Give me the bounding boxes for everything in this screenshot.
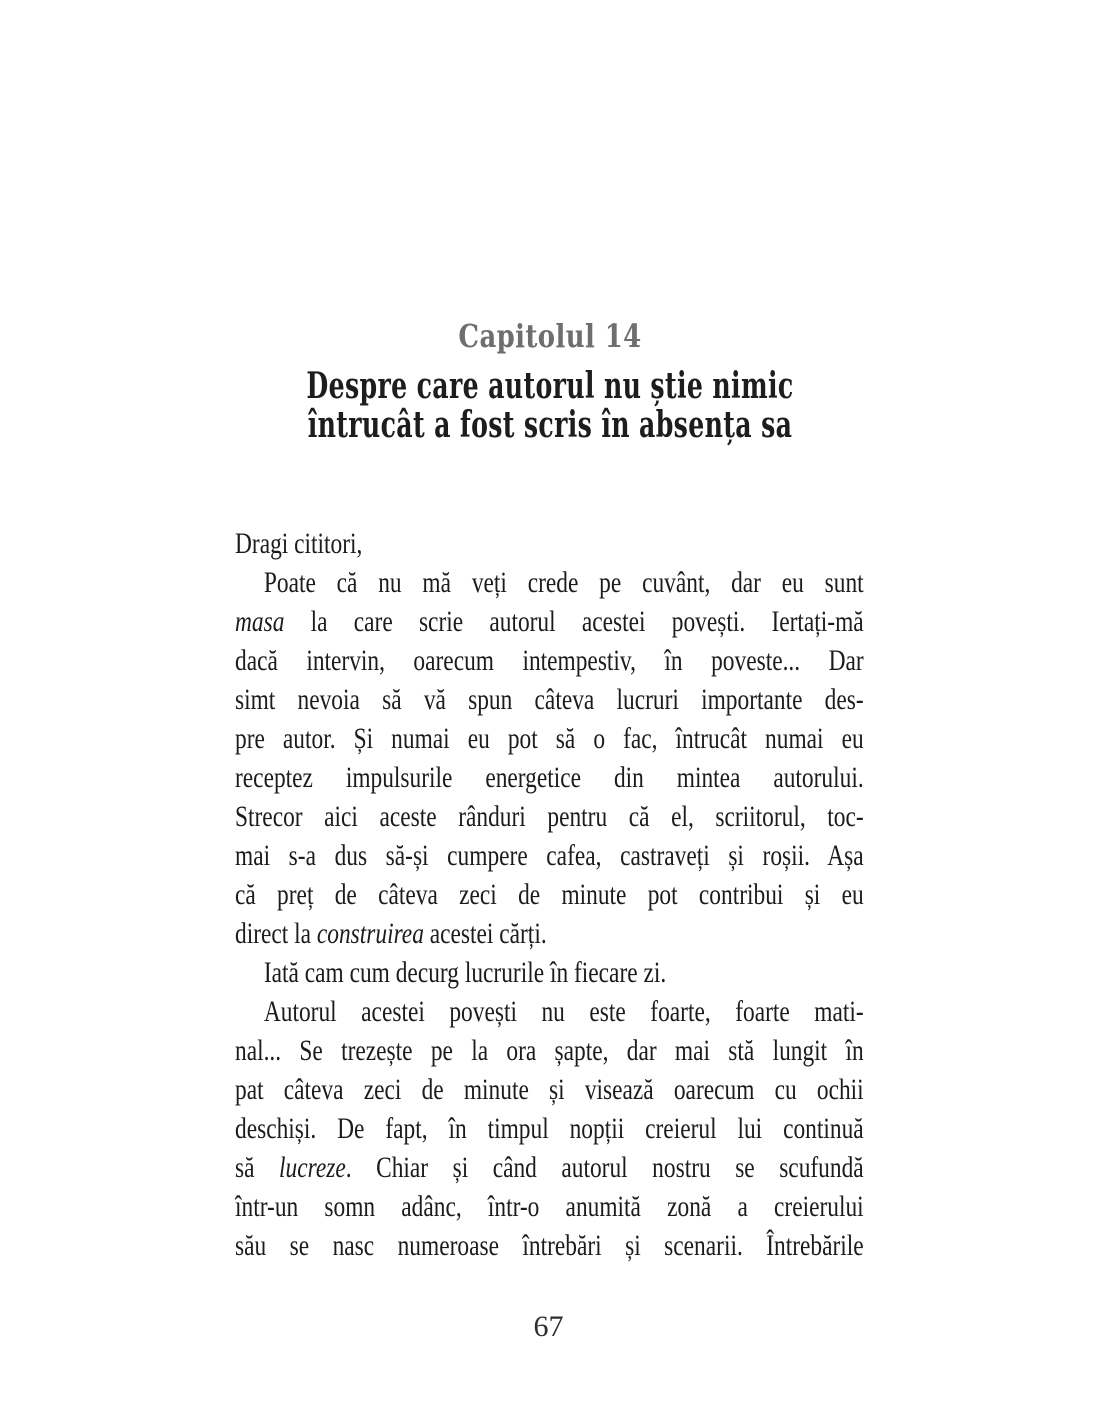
text-line: că preț de câteva zeci de minute pot contribui și eu [235, 878, 864, 911]
text-line: său se nasc numeroase întrebări și scenarii. Întrebările [235, 1229, 864, 1262]
text-line: nal... Se trezește pe la ora șapte, dar mai stă lungit în [235, 1034, 864, 1067]
text-line: pat câteva zeci de minute și visează oarecum cu ochii [235, 1073, 864, 1106]
text-line: deschiși. De fapt, în timpul nopții creierul lui continuă [235, 1112, 864, 1145]
text-line: Iată cam cum decurg lucrurile în fiecare zi. [263, 956, 667, 989]
text-line: într-un somn adânc, într-o anumită zonă a creierului [235, 1190, 864, 1223]
text-line: Dragi cititori, [235, 527, 363, 560]
page-number: 67 [533, 1310, 564, 1343]
chapter-title-line1: Despre care autorul nu știe nimic [306, 365, 794, 407]
text-line: receptez impulsurile energetice din mintea autorului. [235, 761, 864, 794]
text-line: direct la construirea acestei cărți. [235, 917, 547, 950]
text-line: dacă intervin, oarecum intempestiv, în poveste... Dar [235, 644, 864, 677]
text-line: Strecor aici aceste rânduri pentru că el, scriitorul, toc- [235, 800, 864, 833]
text-line: simt nevoia să vă spun câteva lucruri importante des- [235, 683, 864, 716]
text-line: mai s-a dus să-și cumpere cafea, castraveți și roșii. Așa [235, 839, 864, 872]
text-line: pre autor. Și numai eu pot să o fac, întrucât numai eu [235, 722, 864, 755]
chapter-title-line2: întrucât a fost scris în absența sa [307, 404, 793, 446]
text-line: masa la care scrie autorul acestei povești. Iertați-mă [235, 605, 864, 638]
chapter-title [165, 367, 935, 445]
text-line: să lucreze. Chiar și când autorul nostru se scufundă [235, 1151, 864, 1184]
chapter-number: Capitolul 14 [458, 317, 642, 355]
text-line: Autorul acestei povești nu este foarte, foarte mati- [263, 995, 864, 1028]
text-line: Poate că nu mă veți crede pe cuvânt, dar eu sunt [263, 566, 864, 599]
body-text [235, 524, 864, 1265]
